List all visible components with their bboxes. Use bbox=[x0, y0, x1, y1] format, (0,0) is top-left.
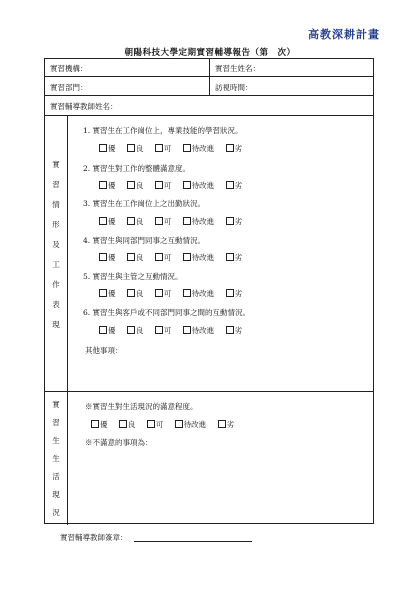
checkbox-icon[interactable] bbox=[155, 217, 163, 225]
rating-options-1 bbox=[99, 143, 251, 154]
side-column-divider bbox=[67, 115, 68, 525]
performance-side-label: 實 習 情 形 及 工 作 表 現 bbox=[52, 160, 60, 329]
checkbox-icon[interactable] bbox=[155, 253, 163, 261]
question-5: 5. 實習生與主管之互動情況。 bbox=[83, 272, 183, 281]
option-good[interactable]: 良 bbox=[127, 326, 144, 335]
checkbox-icon[interactable] bbox=[226, 217, 234, 225]
checkbox-icon[interactable] bbox=[155, 144, 163, 152]
option-excellent[interactable]: 優 bbox=[99, 181, 116, 190]
option-fair[interactable]: 可 bbox=[155, 289, 172, 298]
column-divider bbox=[209, 59, 210, 95]
rating-options-5 bbox=[99, 288, 251, 299]
option-excellent[interactable]: 優 bbox=[99, 326, 116, 335]
section-divider bbox=[45, 391, 373, 392]
checkbox-icon[interactable] bbox=[99, 253, 107, 261]
option-excellent[interactable]: 優 bbox=[99, 144, 116, 153]
checkbox-icon[interactable] bbox=[91, 420, 99, 428]
row-divider bbox=[45, 115, 373, 116]
checkbox-icon[interactable] bbox=[226, 326, 234, 334]
question-4: 4. 實習生與同部門同事之互動情況。 bbox=[83, 236, 206, 245]
option-poor[interactable]: 劣 bbox=[226, 181, 243, 190]
question-2: 2. 實習生對工作的整體滿意度。 bbox=[83, 164, 191, 173]
row-divider bbox=[45, 95, 373, 96]
visit-time-label: 訪視時間： bbox=[215, 83, 253, 92]
life-rating-options bbox=[91, 419, 243, 430]
checkbox-icon[interactable] bbox=[155, 181, 163, 189]
rating-options-6 bbox=[99, 325, 251, 336]
rating-options-4 bbox=[99, 252, 251, 263]
question-1: 1. 實習生在工作崗位上，專業技能的學習狀況。 bbox=[83, 126, 243, 135]
checkbox-icon[interactable] bbox=[183, 181, 191, 189]
checkbox-icon[interactable] bbox=[99, 326, 107, 334]
checkbox-icon[interactable] bbox=[218, 420, 226, 428]
option-needs-improvement[interactable]: 待改進 bbox=[183, 217, 215, 226]
signature-label: 實習輔導教師簽章： bbox=[60, 533, 128, 542]
checkbox-icon[interactable] bbox=[127, 144, 135, 152]
life-satisfaction-question: ※實習生對生活現況的滿意程度。 bbox=[85, 402, 198, 411]
checkbox-icon[interactable] bbox=[183, 289, 191, 297]
option-poor[interactable]: 劣 bbox=[226, 144, 243, 153]
signature-row bbox=[60, 532, 252, 543]
question-6: 6. 實習生與客戶或不同部門同事之間的互動情況。 bbox=[83, 308, 251, 317]
option-good[interactable]: 良 bbox=[127, 253, 144, 262]
option-good[interactable]: 良 bbox=[127, 217, 144, 226]
question-3: 3. 實習生在工作崗位上之出勤狀況。 bbox=[83, 199, 206, 208]
checkbox-icon[interactable] bbox=[226, 181, 234, 189]
option-good[interactable]: 良 bbox=[127, 289, 144, 298]
checkbox-icon[interactable] bbox=[127, 326, 135, 334]
signature-field[interactable] bbox=[134, 541, 252, 542]
checkbox-icon[interactable] bbox=[183, 144, 191, 152]
checkbox-icon[interactable] bbox=[99, 289, 107, 297]
option-needs-improvement[interactable]: 待改進 bbox=[175, 420, 207, 429]
checkbox-icon[interactable] bbox=[175, 420, 183, 428]
form-title: 朝陽科技大學定期實習輔導報告（第 次） bbox=[124, 48, 296, 58]
option-needs-improvement[interactable]: 待改進 bbox=[183, 144, 215, 153]
checkbox-icon[interactable] bbox=[99, 217, 107, 225]
option-fair[interactable]: 可 bbox=[155, 253, 172, 262]
department-label: 實習部門： bbox=[50, 83, 88, 92]
option-needs-improvement[interactable]: 待改進 bbox=[183, 326, 215, 335]
option-poor[interactable]: 劣 bbox=[218, 420, 235, 429]
option-needs-improvement[interactable]: 待改進 bbox=[183, 181, 215, 190]
checkbox-icon[interactable] bbox=[183, 217, 191, 225]
option-poor[interactable]: 劣 bbox=[226, 217, 243, 226]
teacher-name-label: 實習輔導教師姓名： bbox=[50, 102, 118, 111]
option-fair[interactable]: 可 bbox=[147, 420, 164, 429]
option-good[interactable]: 良 bbox=[127, 144, 144, 153]
checkbox-icon[interactable] bbox=[119, 420, 127, 428]
checkbox-icon[interactable] bbox=[127, 217, 135, 225]
checkbox-icon[interactable] bbox=[155, 289, 163, 297]
option-needs-improvement[interactable]: 待改進 bbox=[183, 253, 215, 262]
checkbox-icon[interactable] bbox=[127, 253, 135, 261]
rating-options-3 bbox=[99, 216, 251, 227]
checkbox-icon[interactable] bbox=[155, 326, 163, 334]
option-poor[interactable]: 劣 bbox=[226, 289, 243, 298]
option-fair[interactable]: 可 bbox=[155, 181, 172, 190]
checkbox-icon[interactable] bbox=[183, 326, 191, 334]
other-matters-label: 其他事項： bbox=[85, 346, 123, 355]
checkbox-icon[interactable] bbox=[226, 253, 234, 261]
option-good[interactable]: 良 bbox=[127, 181, 144, 190]
checkbox-icon[interactable] bbox=[127, 181, 135, 189]
option-needs-improvement[interactable]: 待改進 bbox=[183, 289, 215, 298]
checkbox-icon[interactable] bbox=[127, 289, 135, 297]
checkbox-icon[interactable] bbox=[183, 253, 191, 261]
checkbox-icon[interactable] bbox=[147, 420, 155, 428]
brand-label: 高教深耕計畫 bbox=[308, 28, 380, 41]
student-name-label: 實習生姓名： bbox=[215, 64, 260, 73]
option-good[interactable]: 良 bbox=[119, 420, 136, 429]
option-fair[interactable]: 可 bbox=[155, 217, 172, 226]
option-excellent[interactable]: 優 bbox=[99, 289, 116, 298]
unsatisfied-items-label: ※不滿意的事項為： bbox=[85, 438, 153, 447]
option-excellent[interactable]: 優 bbox=[91, 420, 108, 429]
checkbox-icon[interactable] bbox=[226, 289, 234, 297]
rating-options-2 bbox=[99, 180, 251, 191]
option-poor[interactable]: 劣 bbox=[226, 326, 243, 335]
report-form bbox=[44, 58, 374, 524]
life-side-label: 實 習 生 生 活 現 況 bbox=[52, 400, 60, 517]
option-fair[interactable]: 可 bbox=[155, 144, 172, 153]
checkbox-icon[interactable] bbox=[226, 144, 234, 152]
checkbox-icon[interactable] bbox=[99, 181, 107, 189]
option-poor[interactable]: 劣 bbox=[226, 253, 243, 262]
option-fair[interactable]: 可 bbox=[155, 326, 172, 335]
checkbox-icon[interactable] bbox=[99, 144, 107, 152]
option-excellent[interactable]: 優 bbox=[99, 253, 116, 262]
option-excellent[interactable]: 優 bbox=[99, 217, 116, 226]
org-label: 實習機構： bbox=[50, 64, 88, 73]
